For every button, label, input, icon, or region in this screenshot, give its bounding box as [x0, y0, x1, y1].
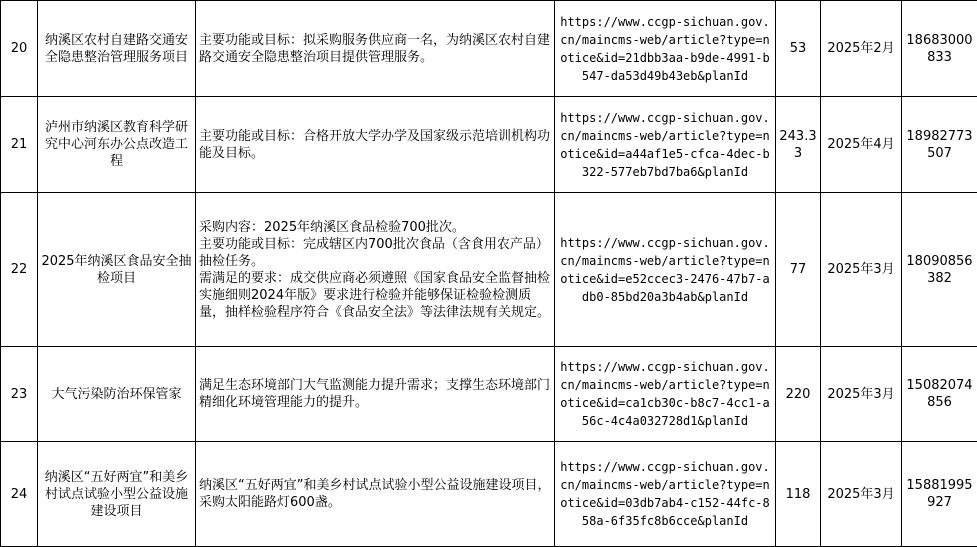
notice-link[interactable]: https://www.ccgp-sichuan.gov.cn/maincms-web/article?type=notice&id=03db7ab4-c152-44fc-858a-6f35fc8b6cce&planId	[555, 442, 776, 547]
table-row	[1, 1, 977, 97]
table-row	[1, 347, 977, 442]
contact-phone: 18982773507	[902, 97, 977, 193]
row-index: 24	[1, 442, 38, 547]
row-index: 20	[1, 1, 38, 97]
table-row	[1, 193, 977, 347]
planned-date: 2025年4月	[821, 97, 902, 193]
planned-date: 2025年3月	[821, 193, 902, 347]
project-name: 大气污染防治环保管家	[38, 347, 196, 442]
table-row	[1, 97, 977, 193]
row-index: 22	[1, 193, 38, 347]
notice-link[interactable]: https://www.ccgp-sichuan.gov.cn/maincms-web/article?type=notice&id=e52ccec3-2476-47b7-adb0-85bd20a3b4ab&planId	[555, 193, 776, 347]
contact-phone: 15082074856	[902, 347, 977, 442]
project-name: 泸州市纳溪区教育科学研究中心河东办公点改造工程	[38, 97, 196, 193]
project-description: 纳溪区“五好两宜”和美乡村试点试验小型公益设施建设项目，采购太阳能路灯600盏。	[196, 442, 555, 547]
notice-link[interactable]: https://www.ccgp-sichuan.gov.cn/maincms-web/article?type=notice&id=a44af1e5-cfca-4dec-b322-577eb7bd7ba6&planId	[555, 97, 776, 193]
contact-phone: 18090856382	[902, 193, 977, 347]
budget-amount: 220	[776, 347, 821, 442]
project-name: 2025年纳溪区食品安全抽检项目	[38, 193, 196, 347]
project-description: 主要功能或目标：拟采购服务供应商一名，为纳溪区农村自建路交通安全隐患整治项目提供管理服务。	[196, 1, 555, 97]
budget-amount: 243.33	[776, 97, 821, 193]
table-row	[1, 442, 977, 547]
contact-phone: 18683000833	[902, 1, 977, 97]
row-index: 21	[1, 97, 38, 193]
notice-link[interactable]: https://www.ccgp-sichuan.gov.cn/maincms-web/article?type=notice&id=21dbb3aa-b9de-4991-b547-da53d49b43eb&planId	[555, 1, 776, 97]
budget-amount: 53	[776, 1, 821, 97]
planned-date: 2025年2月	[821, 1, 902, 97]
row-index: 23	[1, 347, 38, 442]
planned-date: 2025年3月	[821, 442, 902, 547]
budget-amount: 118	[776, 442, 821, 547]
planned-date: 2025年3月	[821, 347, 902, 442]
project-description: 主要功能或目标：合格开放大学办学及国家级示范培训机构功能及目标。	[196, 97, 555, 193]
notice-link[interactable]: https://www.ccgp-sichuan.gov.cn/maincms-web/article?type=notice&id=ca1cb30c-b8c7-4cc1-a56c-4c4a032728d1&planId	[555, 347, 776, 442]
project-description: 满足生态环境部门大气监测能力提升需求；支撑生态环境部门精细化环境管理能力的提升。	[196, 347, 555, 442]
project-name: 纳溪区农村自建路交通安全隐患整治管理服务项目	[38, 1, 196, 97]
project-name: 纳溪区“五好两宜”和美乡村试点试验小型公益设施建设项目	[38, 442, 196, 547]
contact-phone: 15881995927	[902, 442, 977, 547]
project-description: 采购内容：2025年纳溪区食品检验700批次。 主要功能或目标：完成辖区内700批次食品（含食用农产品）抽检任务。 需满足的要求：成交供应商必须遵照《国家食品安全监督抽检实施细则2024年版》要求进行检验并能够保证检验检测质量，抽样检验程序符合《食品安全法》等法律法规有关规定。	[196, 193, 555, 347]
budget-amount: 77	[776, 193, 821, 347]
